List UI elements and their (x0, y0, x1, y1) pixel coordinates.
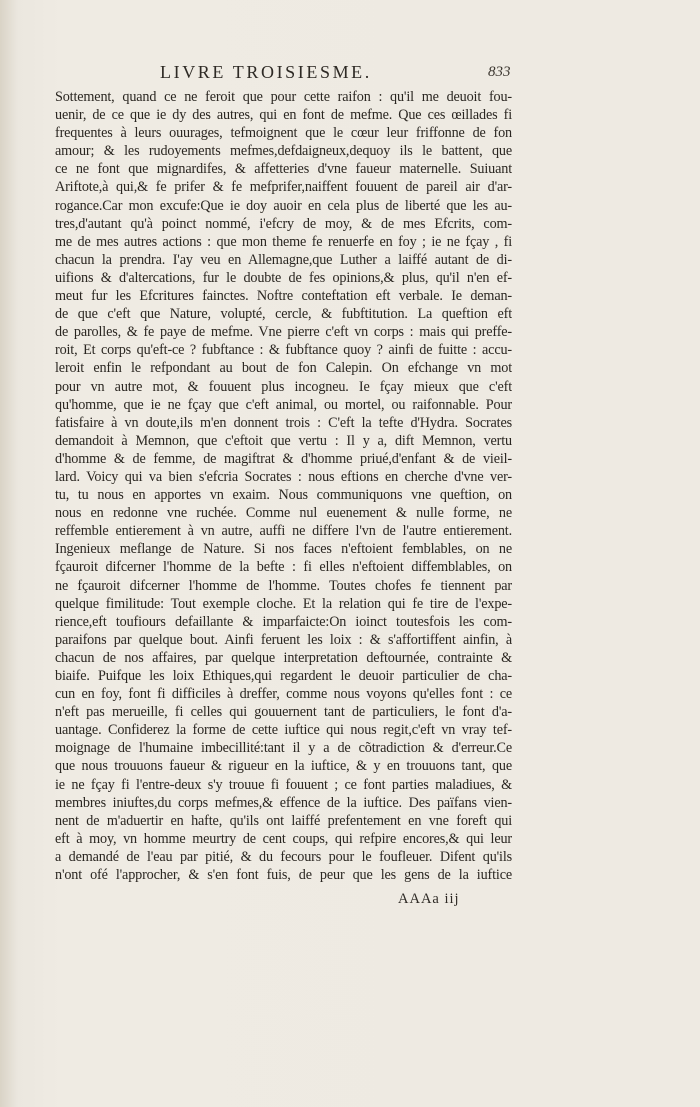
text-line: uenir, de ce que ie dy des autres, qui en font de mefme. Que ces œillades fi (55, 107, 512, 124)
text-line: frequentes à leurs ouurages, tefmoignent que le cœur leur friffonne de fon (55, 125, 512, 142)
text-line: cun en foy, font fi difficiles à dreffer, comme nous voyons qu'elles font : ce (55, 686, 512, 703)
text-line: ce ne font que mignardifes, & affetteries d'vne faueur maternelle. Suiuant (55, 161, 512, 178)
text-line: ie ne fçay fi l'entre-deux s'y trouue fi fouuent ; ce font parties maladiues, & (55, 776, 512, 793)
text-line: Ariftote,à qui,& fe prifer & fe mefprifer,naiffent fouuent de pareil air d'ar- (55, 179, 512, 196)
text-line: tres,d'autant qu'à poinct nommé, i'efcry de moy, & de mes Efcrits, com- (55, 215, 512, 232)
text-line: eft à moy, vn homme meurtry de cent coups, qui refpire encores,& qui leur (55, 830, 512, 847)
text-line: moignage de l'humaine imbecillité:tant il y a de cõtradiction & d'erreur.Ce (55, 740, 512, 757)
text-line: paraifons par quelque bout. Ainfi feruent les loix : & s'affortiffent ainfin, à (55, 631, 512, 648)
page-header (0, 62, 700, 86)
text-line: ne fçauroit difcerner l'homme de l'homme. Toutes chofes fe tiennent par (55, 577, 512, 594)
text-line: meut fur les Efcritures fainctes. Noftre conteftation eft verbale. Ie deman- (55, 288, 512, 305)
text-line: Ingenieux meflange de Nature. Si nos faces n'eftoient femblables, on ne (55, 541, 512, 558)
text-line: leroit enfin le refpondant au bout de fon Calepin. On efchange vn mot (55, 360, 512, 377)
text-line: de parolles, & fe paye de mefme. Vne pierre c'eft vn corps : mais qui preffe- (55, 324, 512, 341)
text-line: uifions & d'altercations, fur le doubte de fes opinions,& plus, qu'il n'en ef- (55, 269, 512, 286)
text-line: nous en redonne vne ruchée. Comme nul euenement & nulle forme, ne (55, 505, 512, 522)
text-line: nent de m'aduertir en hafte, qu'ils ont laiffé prefentement en vne foreft qui (55, 812, 512, 829)
text-line: fçauroit difcerner l'homme de la befte : fi elles n'eftoient diffemblables, on (55, 559, 512, 576)
text-line: lard. Voicy qui va bien s'efcria Socrates : nous eftions en cherche d'vne ver- (55, 468, 512, 485)
text-line: biaife. Puifque les loix Ethiques,qui regardent le deuoir particulier de cha- (55, 668, 512, 684)
body-text (55, 88, 512, 884)
text-line: de que c'eft que Nature, volupté, cercle, & fubftitution. La queftion eft (55, 306, 512, 323)
text-line: reffemble entierement à vn autre, auffi ne differe l'vn de l'autre entierement. (55, 523, 512, 540)
text-line: n'eft pas merueille, fi celles qui gouuernent tant de particuliers, le font d'a- (55, 704, 512, 721)
text-line: chacun la prendra. I'ay veu en Allemagne,que Luther a laiffé autant de di- (55, 251, 512, 268)
text-line: Sottement, quand ce ne feroit que pour cette raifon : qu'il me deuoit fou- (55, 89, 512, 105)
page-number: 833 (488, 64, 511, 80)
text-line: n'ont ofé l'approcher, & s'en font fuis, de peur que les gens de la iuftice (55, 867, 512, 884)
text-line: amour; & les rudoyements mefmes,defdaigneux,dequoy ils le battent, que (55, 143, 512, 160)
text-line: qu'homme, que ie ne fçay que c'eft animal, ou mortel, ou raifonnable. Pour (55, 396, 512, 413)
text-line: rogance.Car mon excufe:Que ie doy auoir en cela plus de liberté que les au- (55, 197, 512, 214)
text-line: membres iniuftes,du corps mefmes,& effence de la iuftice. Des païfans vien- (55, 794, 512, 811)
text-line: quelque fimilitude: Tout exemple cloche. Et la relation qui fe tire de l'expe- (55, 595, 512, 612)
text-line: tu, tu nous en apportes vn exaim. Nous communiquons vne queftion, on (55, 487, 512, 504)
text-line: chacun de nos affaires, par quelque interpretation deftournée, contrainte & (55, 649, 512, 666)
text-line: d'homme & de femme, de magiftrat & d'homme priué,d'enfant & de vieil- (55, 450, 512, 467)
text-line: roit, Et corps qu'eft-ce ? fubftance : & fubftance quoy ? ainfi de fuitte : accu- (55, 342, 512, 359)
text-line: fatisfaire à vn doute,ils m'en donnent trois : C'eft la tefte d'Hydra. Socrates (55, 414, 512, 431)
text-line: pour vn autre mot, & fouuent plus incogneu. Ie fçay mieux que c'eft (55, 378, 512, 395)
text-line: me de mes autres actions : que mon theme fe renuerfe en foy ; ie ne fçay , fi (55, 233, 512, 250)
text-line: rience,eft toufiours defaillante & imparfaicte:On ioinct toutesfois les com- (55, 613, 512, 630)
text-line: uantage. Confiderez la forme de cette iuftice qui nous regit,c'eft vn vray tef- (55, 722, 512, 739)
text-line: a demandé de l'eau par pitié, & du fecours pour le foufleuer. Difent qu'ils (55, 848, 512, 865)
text-line: demandoit à Memnon, que c'eftoit que vertu : Il y a, dift Memnon, vertu (55, 432, 512, 449)
running-head: LIVRE TROISIESME. (160, 62, 372, 82)
signature-mark: AAAa iij (398, 891, 460, 907)
text-line: que nous trouuons faueur & rigueur en la iuftice, & y en trouuons tant, que (55, 758, 512, 775)
